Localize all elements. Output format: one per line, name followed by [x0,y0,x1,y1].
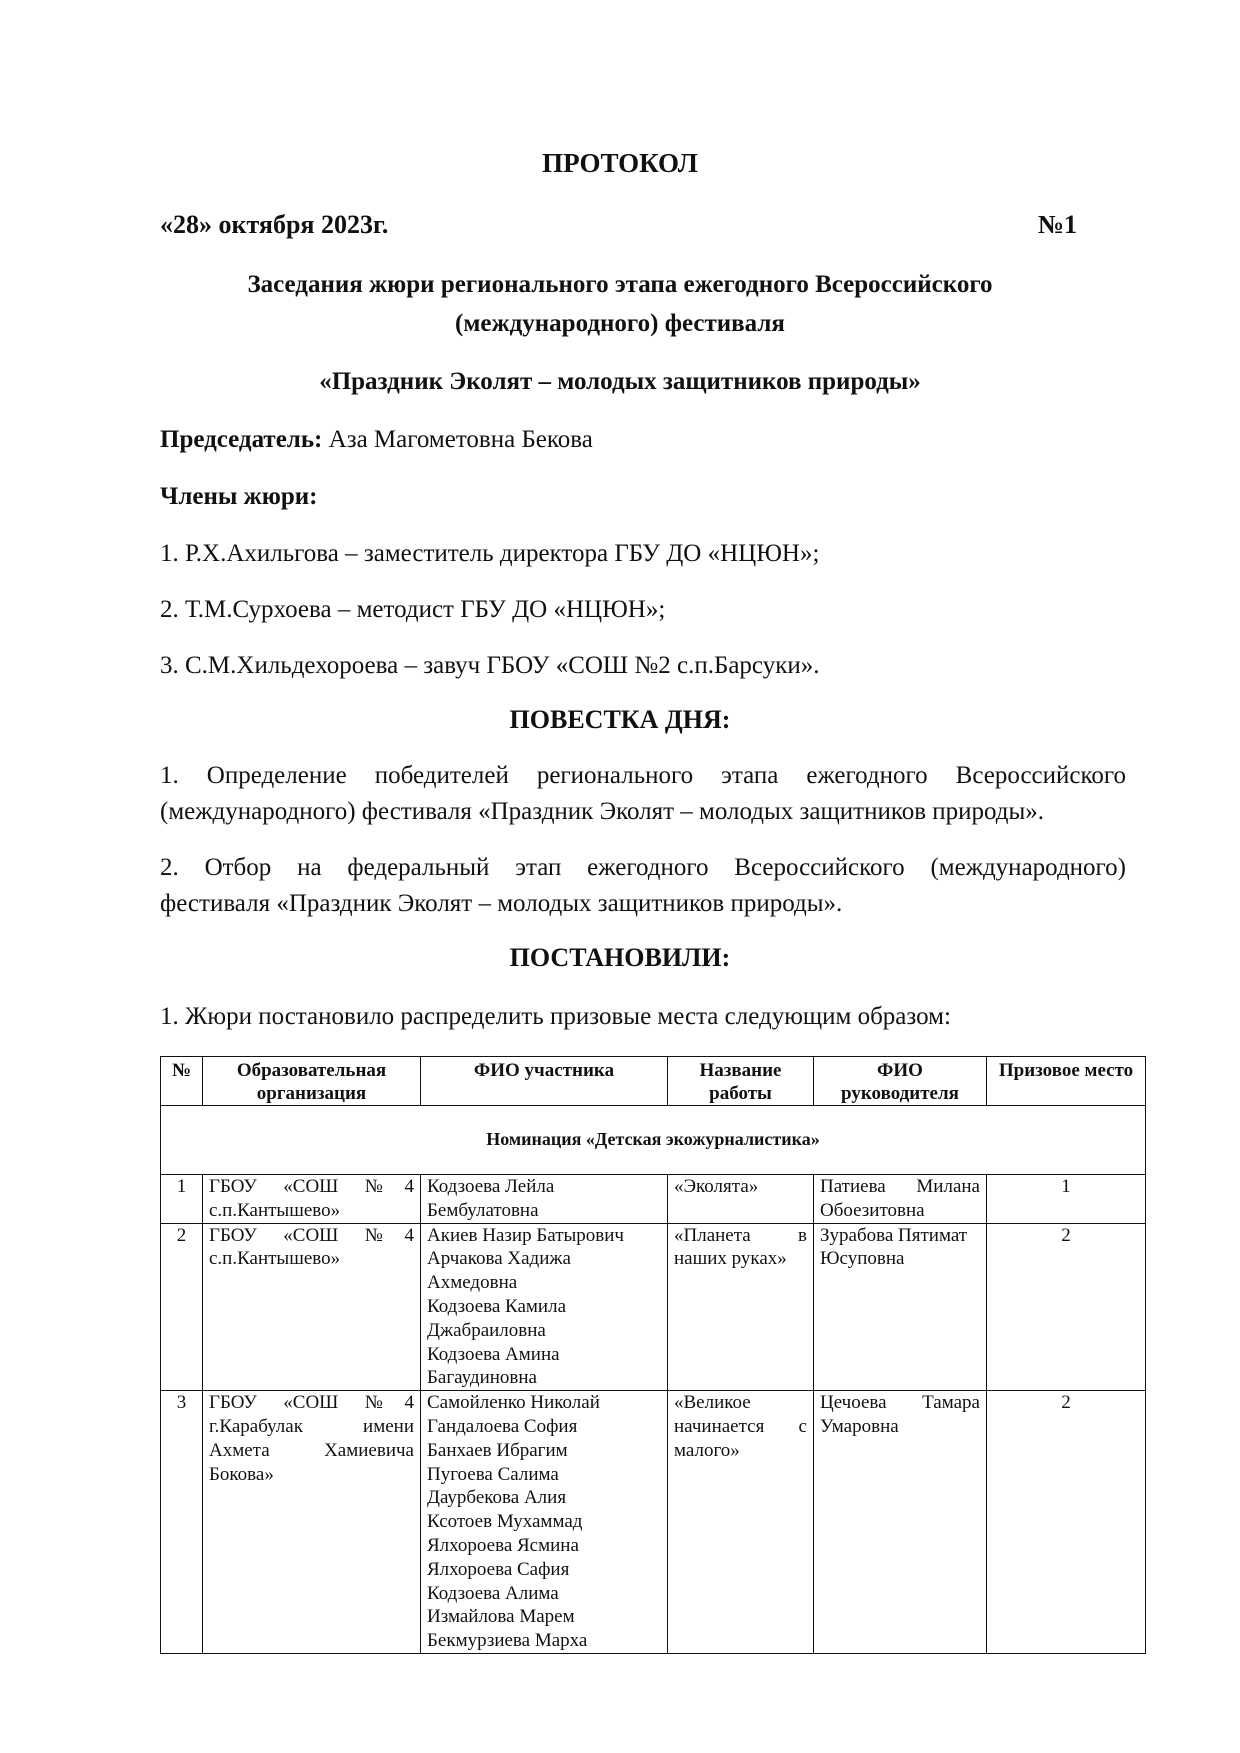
festival-name: «Праздник Эколят – молодых защитников природы» [319,368,921,395]
participant-name: Ялхороева Ясмина [427,1534,579,1556]
row-place: 2 [987,1391,1146,1654]
row-num: 1 [161,1175,203,1224]
document-title: ПРОТОКОЛ [542,148,698,178]
agenda-item-1 [160,758,1126,830]
participant-name: Гандалоева София [427,1415,578,1437]
row-work: «Планета в наших руках» [668,1223,814,1391]
chairman-label: Председатель: [160,426,323,453]
jury-member: 2. Т.М.Сурхоева – методист ГБУ ДО «НЦЮН»; [160,596,666,623]
participant-name: Даурбекова Алия [427,1487,567,1509]
header-leader: ФИО руководителя [814,1057,987,1106]
agenda-item-2-line-2: фестиваля «Праздник Эколят – молодых защитников природы». [160,890,843,917]
participant-name: Измайлова Марем [427,1606,575,1628]
row-org: ГБОУ «СОШ №4 с.п.Кантышево» [203,1175,421,1224]
row-work: «Великое начинается с малого» [668,1391,814,1654]
resolution-text: 1. Жюри постановило распределить призовые места следующим образом: [160,1003,951,1030]
nomination-title: Номинация «Детская экожурналистика» [161,1106,1146,1175]
agenda-item-1-line-2: (международного) фестиваля «Праздник Эколят – молодых защитников природы». [160,798,1045,825]
prize-table [160,1056,1146,1654]
table-row [161,1223,1146,1391]
header-participant: ФИО участника [421,1057,668,1106]
participant-name: Багаудиновна [427,1367,537,1389]
row-leader: Цечоева Тамара Умаровна [814,1391,987,1654]
participant-name: Ксотоев Мухаммад [427,1511,583,1533]
participant-name: Бембулатовна [427,1199,539,1221]
participant-name: Джабраиловна [427,1319,546,1341]
row-num: 2 [161,1223,203,1391]
participant-name: Кодзоева Камила [427,1295,567,1317]
row-participants [421,1175,668,1224]
resolved-title: ПОСТАНОВИЛИ: [509,943,731,972]
jury-member: 1. Р.Х.Ахильгова – заместитель директора ГБУ ДО «НЦЮН»; [160,540,820,567]
agenda-item-2 [160,850,1126,922]
row-participants [421,1223,668,1391]
row-participants [421,1391,668,1654]
agenda-title: ПОВЕСТКА ДНЯ: [509,705,731,734]
participant-name: Кодзоева Лейла [427,1176,555,1197]
header-org: Образовательная организация [203,1057,421,1106]
participant-name: Кодзоева Алима [427,1582,559,1604]
protocol-number: №1 [1037,210,1077,239]
participant-name: Самойленко Николай [427,1392,600,1414]
header-num: № [161,1057,203,1106]
header-place: Призовое место [987,1057,1146,1106]
chairman-name: Аза Магометовна Бекова [322,426,593,453]
table-row [161,1175,1146,1224]
participant-name: Ахмедовна [427,1272,518,1294]
heading-line-2: (международного) фестиваля [455,310,785,337]
participant-name: Арчакова Хадижа [427,1248,571,1270]
jury-label: Члены жюри: [160,483,318,510]
participant-name: Ялхороева Сафия [427,1558,570,1580]
jury-member: 3. С.М.Хильдехороева – завуч ГБОУ «СОШ №2 с.п.Барсуки». [160,652,820,679]
nomination-row [161,1106,1146,1175]
row-org: ГБОУ «СОШ №4 г.Карабулак имени Ахмета Хамиевича Бокова» [203,1391,421,1654]
table-row [161,1391,1146,1654]
row-leader: Патиева Милана Обоезитовна [814,1175,987,1224]
heading-line-1: Заседания жюри регионального этапа ежегодного Всероссийского [247,271,993,298]
participant-name: Акиев Назир Батырович [427,1224,624,1246]
header-work: Название работы [668,1057,814,1106]
protocol-date: «28» октября 2023г. [160,210,389,239]
participant-name: Банхаев Ибрагим [427,1439,568,1461]
chairman-line [160,425,593,455]
table-header-row [161,1057,1146,1106]
row-place: 1 [987,1175,1146,1224]
participant-name: Бекмурзиева Марха [427,1630,588,1652]
participant-name: Кодзоева Амина [427,1343,560,1365]
row-org: ГБОУ «СОШ №4 с.п.Кантышево» [203,1223,421,1391]
participant-name: Пугоева Салима [427,1463,559,1485]
row-work: «Эколята» [668,1175,814,1224]
row-place: 2 [987,1223,1146,1391]
row-num: 3 [161,1391,203,1654]
agenda-item-2-line-1: 2. Отбор на федеральный этап ежегодного Всероссийского (международного) [160,854,1126,881]
row-leader: Зурабова Пятимат Юсуповна [814,1223,987,1391]
agenda-item-1-line-1: 1. Определение победителей регионального этапа ежегодного Всероссийского [160,762,1126,789]
